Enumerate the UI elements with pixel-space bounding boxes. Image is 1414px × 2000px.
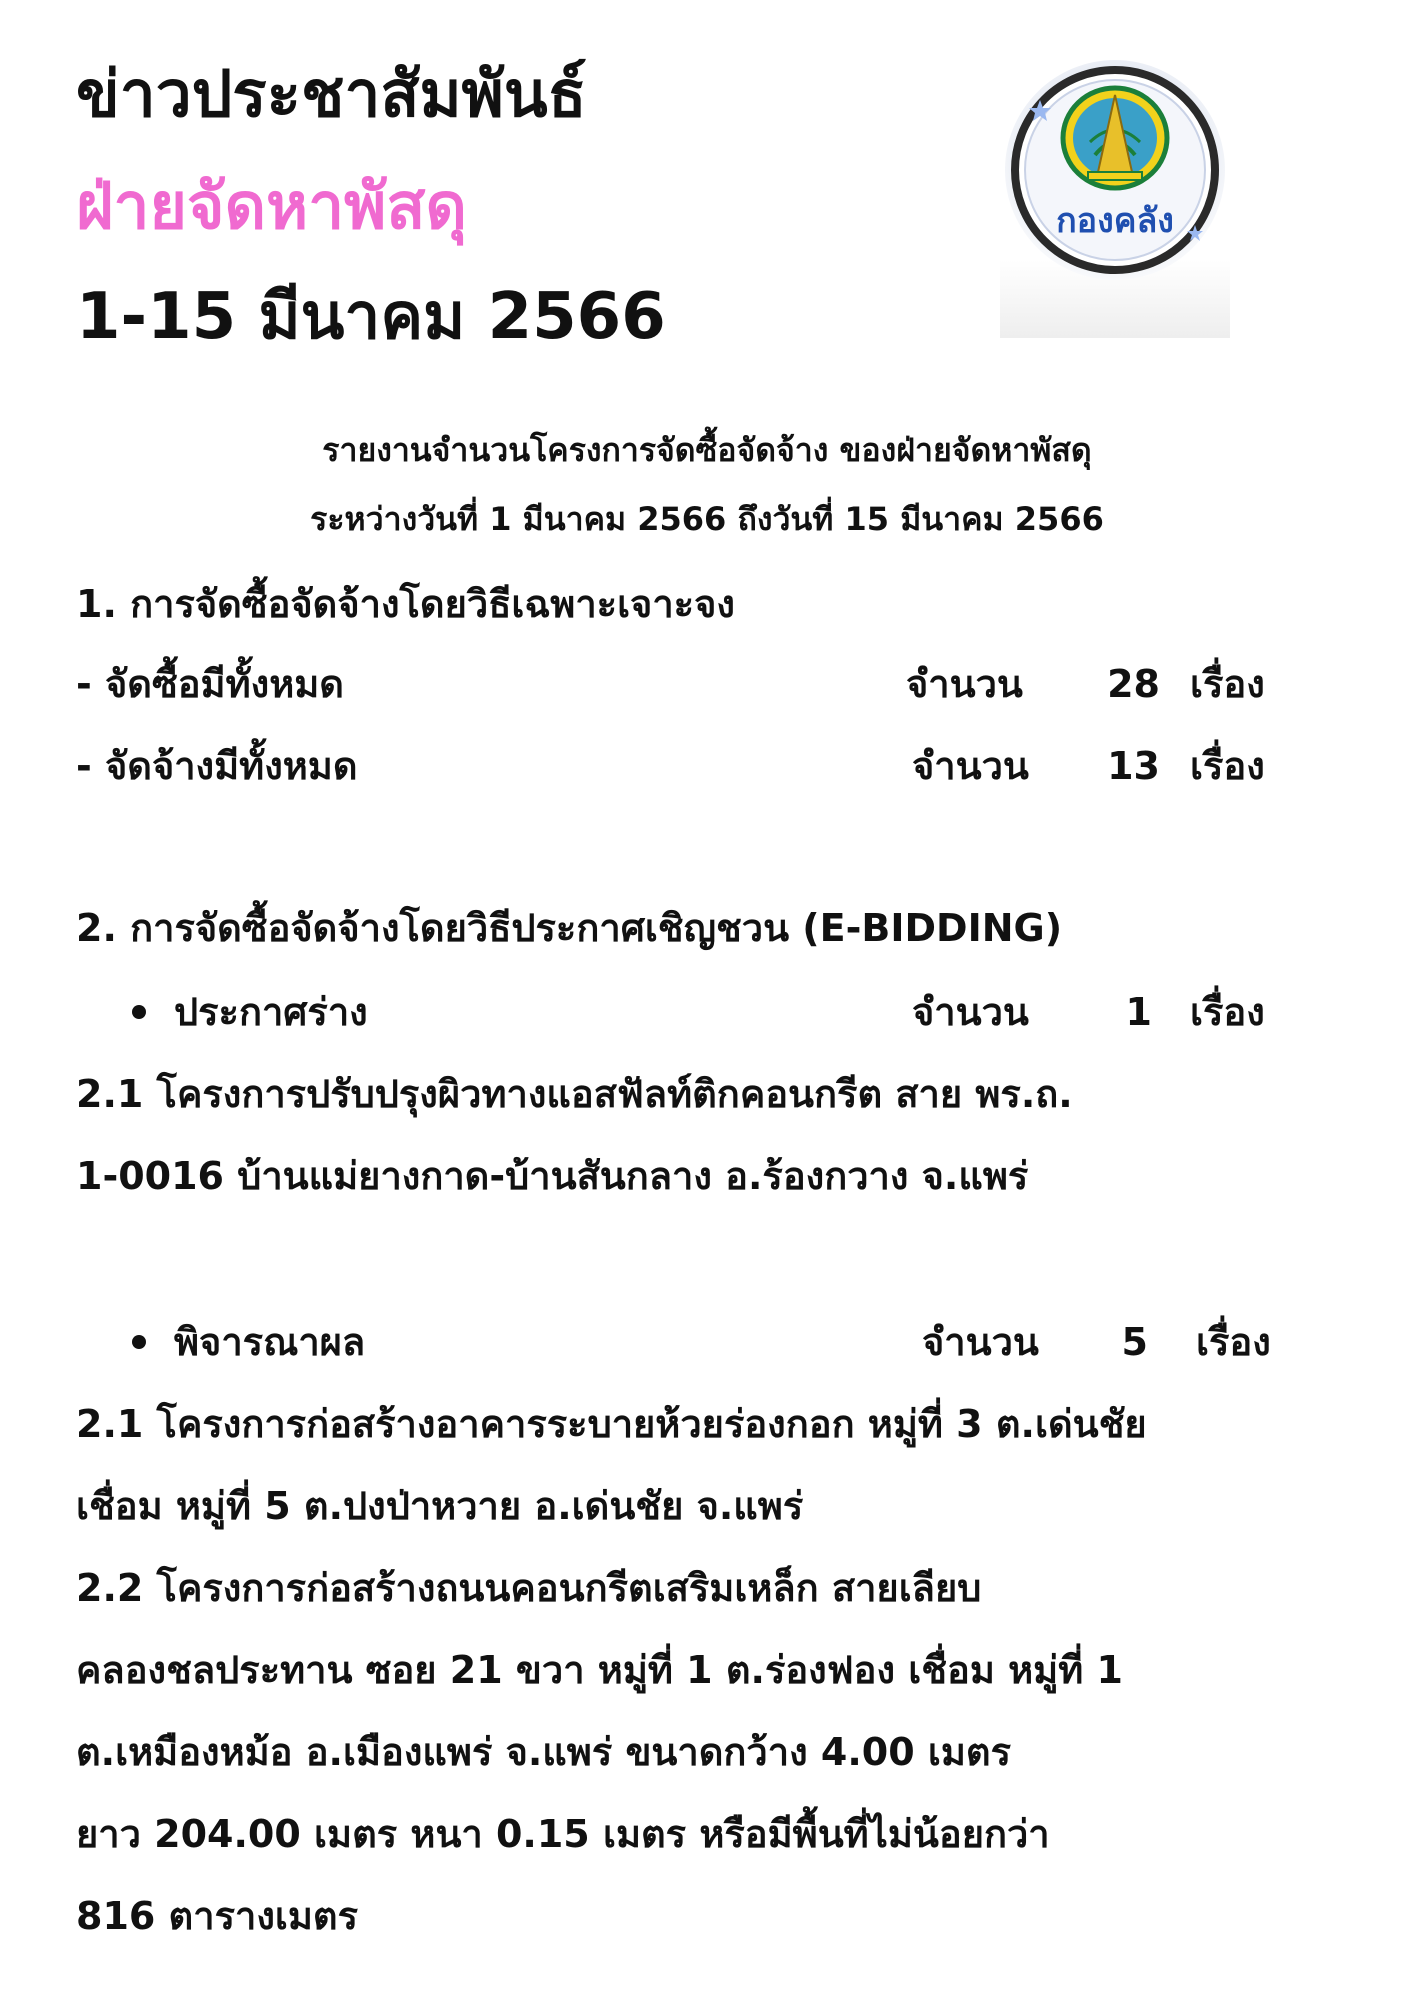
consideration-item-line: ต.เหมืองหม้อ อ.เมืองแพร่ จ.แพร่ ขนาดกว้าง 4.00 เมตร xyxy=(76,1730,1012,1774)
consideration-item-line: 2.2 โครงการก่อสร้างถนนคอนกรีตเสริมเหล็ก สายเลียบ xyxy=(76,1566,982,1610)
consideration-item-line: คลองชลประทาน ซอย 21 ขวา หมู่ที่ 1 ต.ร่องฟอง เชื่อม หมู่ที่ 1 xyxy=(76,1648,1123,1692)
date-range-heading: 1-15 มีนาคม 2566 xyxy=(76,280,666,354)
consideration-item-line: ยาว 204.00 เมตร หนา 0.15 เมตร หรือมีพื้นที่ไม่น้อยกว่า xyxy=(76,1812,1050,1856)
row-count: 28 xyxy=(1107,662,1160,706)
draft-label: ประกาศร่าง xyxy=(174,990,368,1034)
department-subtitle: ฝ่ายจัดหาพัสดุ xyxy=(76,170,467,244)
bullet-icon xyxy=(132,1005,146,1019)
section1-row-purchase xyxy=(0,656,1414,712)
report-period: ระหว่างวันที่ 1 มีนาคม 2566 ถึงวันที่ 15 มีนาคม 2566 xyxy=(310,500,1104,538)
consideration-item-line: 816 ตารางเมตร xyxy=(76,1894,358,1938)
finance-division-logo xyxy=(1000,60,1230,338)
row-count-label: จำนวน xyxy=(906,662,1023,706)
draft-item-line: 1-0016 บ้านแม่ยางกาด-บ้านสันกลาง อ.ร้องกวาง จ.แพร่ xyxy=(76,1154,1029,1198)
row-label: - จัดจ้างมีทั้งหมด xyxy=(76,744,358,788)
consideration-count-label: จำนวน xyxy=(922,1320,1039,1364)
consideration-row xyxy=(0,1314,1414,1370)
consideration-item-line: 2.1 โครงการก่อสร้างอาคารระบายห้วยร่องกอก หมู่ที่ 3 ต.เด่นชัย xyxy=(76,1402,1147,1446)
section1-title: 1. การจัดซื้อจัดจ้างโดยวิธีเฉพาะเจาะจง xyxy=(76,582,735,626)
consideration-label: พิจารณาผล xyxy=(174,1320,366,1364)
consideration-count: 5 xyxy=(1121,1320,1148,1364)
draft-count-label: จำนวน xyxy=(912,990,1029,1034)
row-unit: เรื่อง xyxy=(1190,662,1265,706)
section2-title: 2. การจัดซื้อจัดจ้างโดยวิธีประกาศเชิญชวน (E-BIDDING) xyxy=(76,906,1063,950)
draft-count: 1 xyxy=(1125,990,1152,1034)
row-unit: เรื่อง xyxy=(1190,744,1265,788)
draft-row xyxy=(0,984,1414,1040)
logo-text: กองคลัง xyxy=(1056,201,1174,241)
section1-row-hire xyxy=(0,738,1414,794)
row-label: - จัดซื้อมีทั้งหมด xyxy=(76,662,344,706)
consideration-item-line: เชื่อม หมู่ที่ 5 ต.ปงป่าหวาย อ.เด่นชัย จ.แพร่ xyxy=(76,1484,804,1528)
bullet-icon xyxy=(132,1335,146,1349)
logo-icon xyxy=(1000,60,1230,338)
row-count-label: จำนวน xyxy=(912,744,1029,788)
consideration-unit: เรื่อง xyxy=(1196,1320,1271,1364)
row-count: 13 xyxy=(1107,744,1160,788)
draft-unit: เรื่อง xyxy=(1190,990,1265,1034)
draft-item-line: 2.1 โครงการปรับปรุงผิวทางแอสฟัลท์ติกคอนกรีต สาย พร.ถ. xyxy=(76,1072,1073,1116)
page-title: ข่าวประชาสัมพันธ์ xyxy=(76,58,587,132)
report-heading: รายงานจำนวนโครงการจัดซื้อจัดจ้าง ของฝ่ายจัดหาพัสดุ xyxy=(322,431,1092,469)
